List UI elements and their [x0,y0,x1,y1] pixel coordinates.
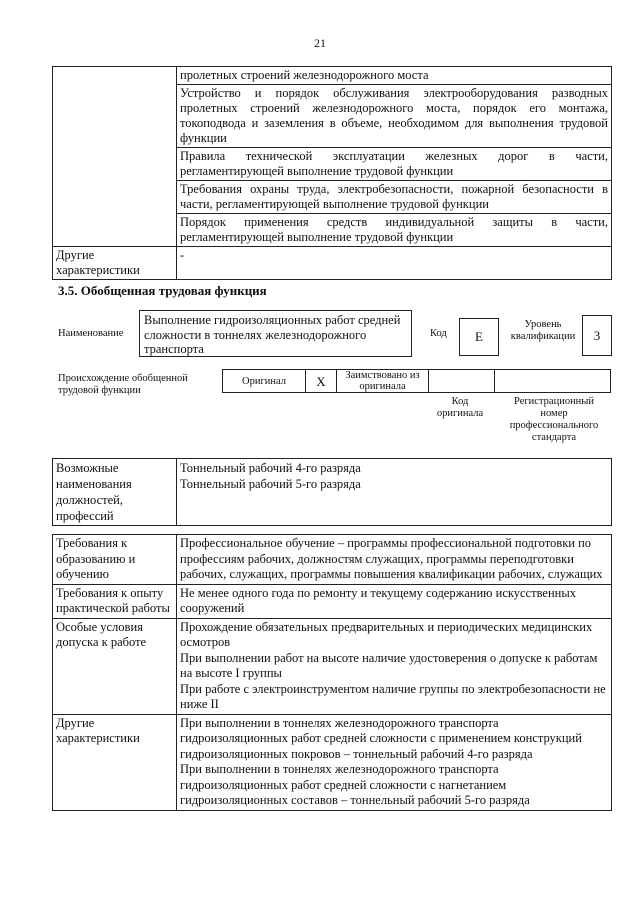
original-mark: X [306,370,337,393]
education-requirements-value [177,535,612,585]
other-characteristics-label: Другие характеристики [53,247,177,280]
knowledge-item: Требования охраны труда, электробезопасности, пожарной безопасности в части, регламентирующей выполнение трудовой функции [177,181,612,214]
requirement-line: Профессиональное обучение – программы профессиональной подготовки по профессиям рабочих, должностям служащих, программы переподготовки рабочих, служащих, программы повышения квалификации рабочих, служащих [180,536,603,581]
requirements-table [52,534,612,811]
function-name-box: Выполнение гидроизоляционных работ средней сложности в тоннелях железнодорожного транспорта [139,310,412,357]
positions-table [52,458,612,526]
other-characteristics-value: - [177,247,612,280]
original-code-caption: Код оригинала [436,396,484,419]
education-requirements-label: Требования к образованию и обучению [53,535,177,585]
original-code-cell [429,370,495,393]
page-number: 21 [314,36,326,50]
positions-label: Возможные наименования должностей, профессий [53,459,177,526]
requirement-line: Прохождение обязательных предварительных и периодических медицинских осмотров [180,619,593,649]
experience-requirements-value [177,584,612,618]
qualification-level-label: Уровень квалификации [510,319,576,342]
requirement-line: При выполнении в тоннелях железнодорожного транспорта гидроизоляционных работ средней сложности с применением конструкций гидроизоляционных покровов – тоннельный рабочий 4-го разряда [180,715,582,761]
requirement-line: При работе с электроинструментом наличие группы по электробезопасности не ниже II [180,681,606,711]
code-label: Код [430,328,447,339]
qualification-level-box: 3 [582,315,612,356]
origin-table [222,369,611,393]
admission-conditions-value [177,618,612,714]
position-name: Тоннельный рабочий 5-го разряда [180,477,361,491]
knowledge-label-cell [53,67,177,247]
borrowed-cell: Заимствовано из оригинала [337,370,429,393]
admission-conditions-label: Особые условия допуска к работе [53,618,177,714]
positions-values [177,459,612,526]
position-name: Тоннельный рабочий 4-го разряда [180,461,361,475]
registration-number-caption: Регистрационный номер профессионального стандарта [509,396,599,443]
name-label: Наименование [58,328,124,339]
original-cell: Оригинал [223,370,306,393]
other-characteristics-value [177,714,612,810]
knowledge-table [52,66,612,280]
experience-requirements-label: Требования к опыту практической работы [53,584,177,618]
requirement-line: При выполнении работ на высоте наличие удостоверения о допуске к работам на высоте I группы [180,650,598,680]
other-characteristics-label: Другие характеристики [53,714,177,810]
section-heading: 3.5. Обобщенная трудовая функция [58,283,267,298]
code-value-box: E [459,318,499,356]
requirement-line: Не менее одного года по ремонту и текущему содержанию искусственных сооружений [180,585,576,615]
registration-number-cell [495,370,611,393]
requirement-line: При выполнении в тоннелях железнодорожного транспорта гидроизоляционных работ средней сложности с нагнетанием гидроизоляционных составов – тоннельный рабочий 5-го разряда [180,762,530,807]
origin-label: Происхождение обобщенной трудовой функции [58,373,188,396]
knowledge-item: Правила технической эксплуатации железных дорог в части, регламентирующей выполнение трудовой функции [177,148,612,181]
knowledge-item: Порядок применения средств индивидуальной защиты в части, регламентирующей выполнение трудовой функции [177,214,612,247]
knowledge-item: Устройство и порядок обслуживания электрооборудования разводных пролетных строений железнодорожного моста, порядок его монтажа, токоподвода и заземления в объеме, необходимом для выполнения трудовой функции [177,85,612,148]
knowledge-item: пролетных строений железнодорожного моста [177,67,612,85]
